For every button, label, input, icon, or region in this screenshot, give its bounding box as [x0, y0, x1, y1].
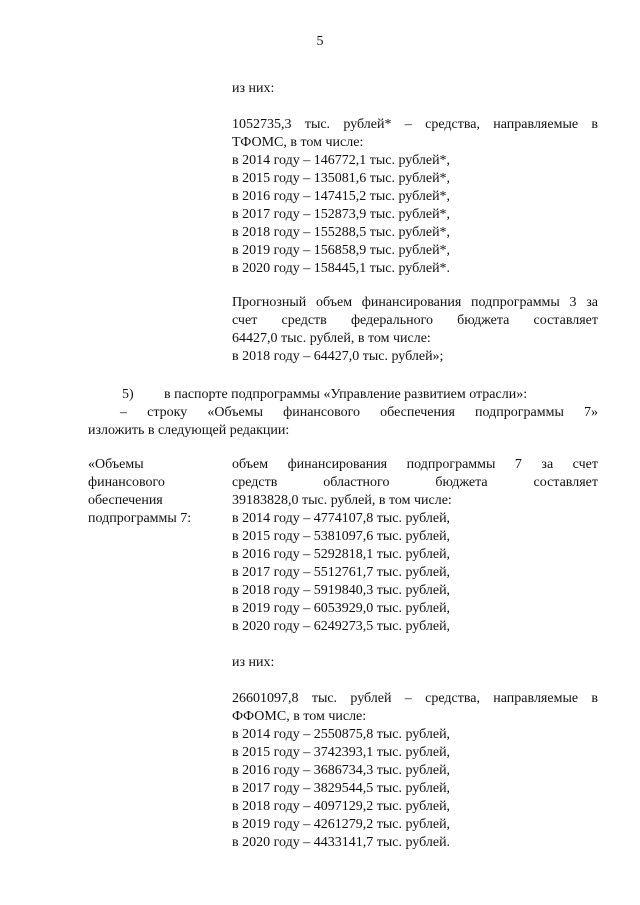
- block1-line: в 2014 году – 146772,1 тыс. рублей*,: [232, 153, 451, 168]
- funding-line: в 2020 году – 6249273,5 тыс. рублей,: [232, 619, 451, 634]
- item-number: 5): [122, 387, 134, 402]
- block1-line: в 2017 году – 152873,9 тыс. рублей*,: [232, 207, 451, 222]
- funding-intro: из них:: [232, 655, 275, 670]
- block1-line: в 2019 году – 156858,9 тыс. рублей*,: [232, 243, 451, 258]
- block1-line: в 2020 году – 158445,1 тыс. рублей*.: [232, 261, 451, 276]
- item-subline: – строку «Объемы финансового обеспечения подпрограммы 7»: [120, 405, 598, 420]
- funding-line: в 2016 году – 5292818,1 тыс. рублей,: [232, 547, 451, 562]
- ffoms-line: в 2020 году – 4433141,7 тыс. рублей.: [232, 835, 451, 850]
- funding-line: в 2014 году – 4774107,8 тыс. рублей,: [232, 511, 451, 526]
- block1-line: 1052735,3 тыс. рублей* – средства, направляемые в: [232, 117, 598, 132]
- ffoms-line: в 2017 году – 3829544,5 тыс. рублей,: [232, 781, 451, 796]
- funding-line: объем финансирования подпрограммы 7 за счет: [232, 457, 598, 472]
- funding-line: средств областного бюджета составляет: [232, 475, 598, 490]
- table-label: обеспечения: [88, 493, 163, 508]
- ffoms-line: в 2019 году – 4261279,2 тыс. рублей,: [232, 817, 451, 832]
- item-subline: изложить в следующей редакции:: [88, 423, 290, 438]
- block1-line: в 2015 году – 135081,6 тыс. рублей*,: [232, 171, 451, 186]
- page-number: 5: [316, 34, 324, 49]
- ffoms-line: в 2016 году – 3686734,3 тыс. рублей,: [232, 763, 451, 778]
- block2-line: в 2018 году – 64427,0 тыс. рублей»;: [232, 349, 444, 364]
- table-label: подпрограммы 7:: [88, 511, 192, 526]
- item-text: в паспорте подпрограммы «Управление развитием отрасли»:: [164, 387, 528, 402]
- block1-line: в 2018 году – 155288,5 тыс. рублей*,: [232, 225, 451, 240]
- block1-intro: из них:: [232, 81, 275, 96]
- ffoms-line: 26601097,8 тыс. рублей – средства, направляемые в: [232, 691, 598, 706]
- funding-line: в 2017 году – 5512761,7 тыс. рублей,: [232, 565, 451, 580]
- ffoms-line: ФФОМС, в том числе:: [232, 709, 367, 724]
- funding-line: в 2015 году – 5381097,6 тыс. рублей,: [232, 529, 451, 544]
- block2-line: Прогнозный объем финансирования подпрограммы 3 за: [232, 295, 598, 310]
- block2-line: 64427,0 тыс. рублей, в том числе:: [232, 331, 431, 346]
- block1-line: ТФОМС, в том числе:: [232, 135, 364, 150]
- block2-line: счет средств федерального бюджета составляет: [232, 313, 598, 328]
- funding-line: 39183828,0 тыс. рублей, в том числе:: [232, 493, 452, 508]
- ffoms-line: в 2015 году – 3742393,1 тыс. рублей,: [232, 745, 451, 760]
- table-label: «Объемы: [88, 457, 144, 472]
- table-label: финансового: [88, 475, 165, 490]
- ffoms-line: в 2014 году – 2550875,8 тыс. рублей,: [232, 727, 451, 742]
- ffoms-line: в 2018 году – 4097129,2 тыс. рублей,: [232, 799, 451, 814]
- funding-line: в 2019 году – 6053929,0 тыс. рублей,: [232, 601, 451, 616]
- block1-line: в 2016 году – 147415,2 тыс. рублей*,: [232, 189, 451, 204]
- funding-line: в 2018 году – 5919840,3 тыс. рублей,: [232, 583, 451, 598]
